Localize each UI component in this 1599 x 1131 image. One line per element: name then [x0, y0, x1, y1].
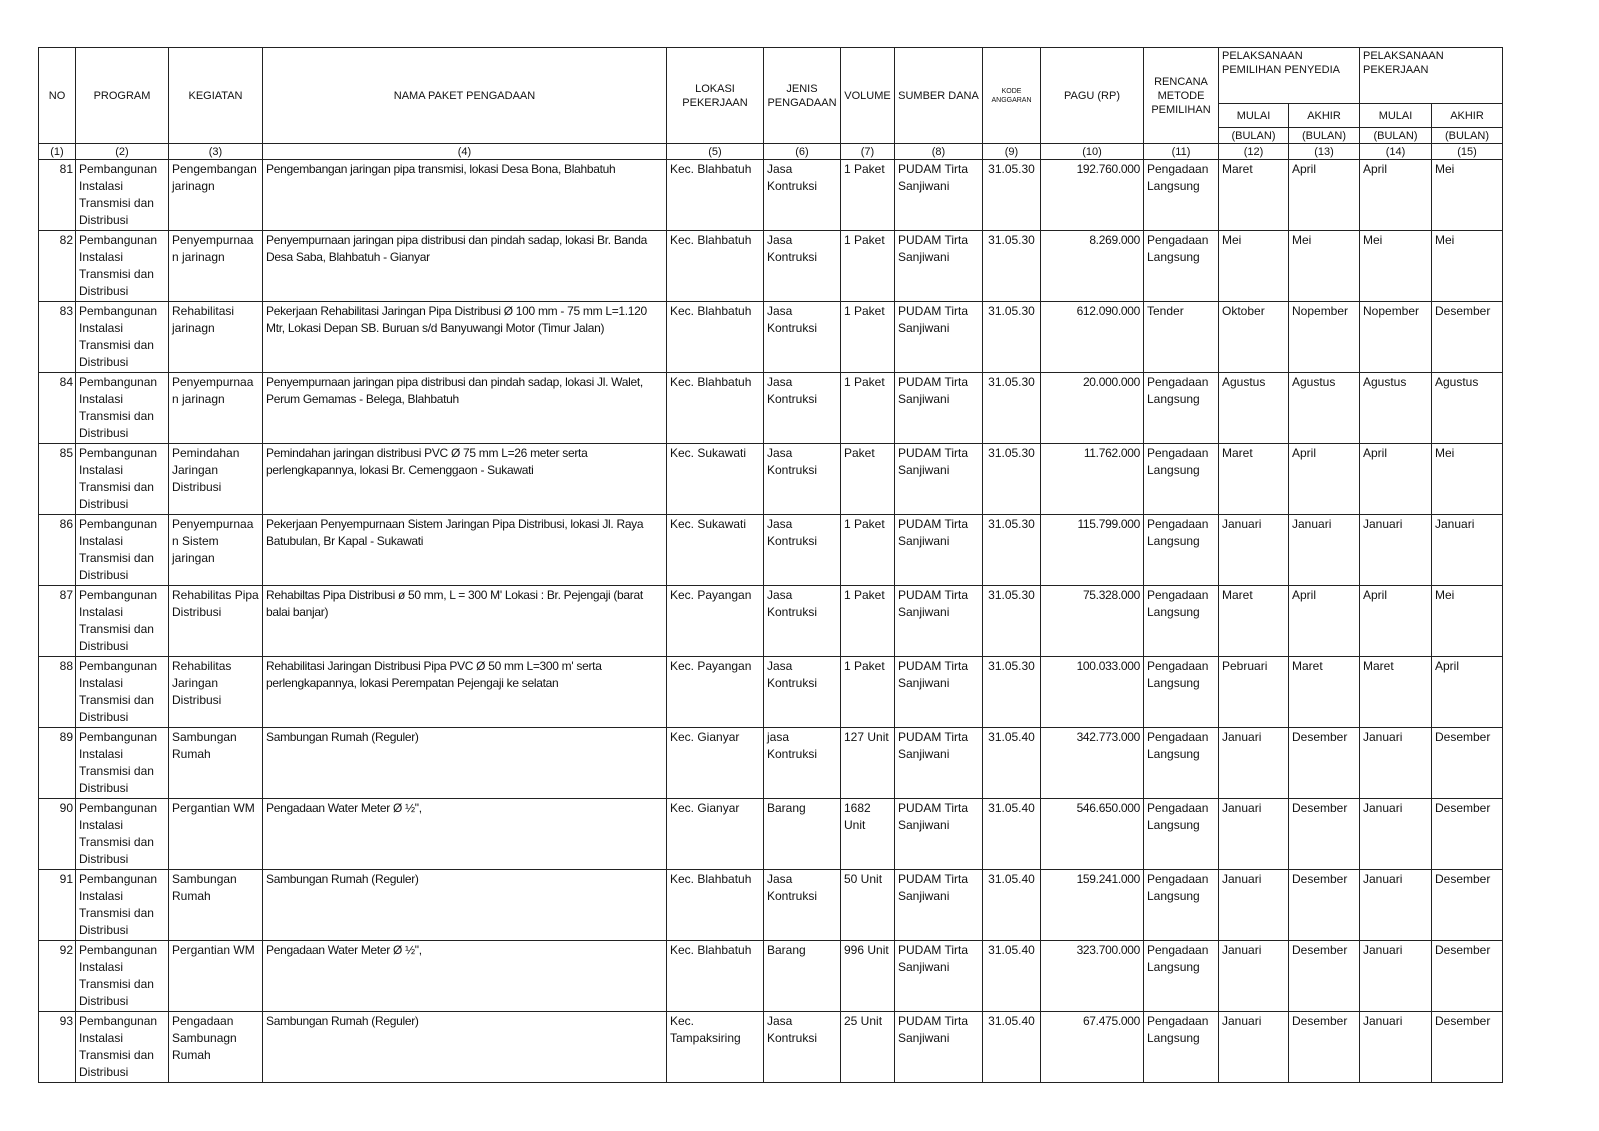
pagu-cell: 11.762.000 [1041, 444, 1144, 515]
pemilihan-mulai-cell: Januari [1219, 1012, 1289, 1083]
jenis-pengadaan-cell: Jasa Kontruksi [764, 373, 841, 444]
header-program: PROGRAM [76, 48, 169, 144]
row-no-cell: 89 [39, 728, 76, 799]
pekerjaan-akhir-cell: Desember [1432, 728, 1503, 799]
pekerjaan-mulai-cell: Januari [1360, 870, 1432, 941]
nama-paket-cell: Pemindahan jaringan distribusi PVC Ø 75 mm L=26 meter serta perlengkapannya, lokasi Br. Cemenggaon - Sukawati [263, 444, 667, 515]
volume-cell: 1 Paket [841, 231, 895, 302]
metode-pemilihan-cell: Pengadaan Langsung [1144, 373, 1219, 444]
pemilihan-mulai-cell: Januari [1219, 941, 1289, 1012]
pemilihan-mulai-cell: Maret [1219, 444, 1289, 515]
kode-anggaran-cell: 31.05.30 [983, 231, 1041, 302]
pemilihan-mulai-cell: Oktober [1219, 302, 1289, 373]
table-row [39, 941, 1503, 1012]
row-no-cell: 82 [39, 231, 76, 302]
program-cell: Pembangunan Instalasi Transmisi dan Distribusi [76, 870, 169, 941]
kegiatan-cell: Sambungan Rumah [169, 728, 263, 799]
pagu-cell: 159.241.000 [1041, 870, 1144, 941]
pemilihan-mulai-cell: Januari [1219, 799, 1289, 870]
header-bulan: (BULAN) [1219, 128, 1289, 144]
jenis-pengadaan-cell: Jasa Kontruksi [764, 515, 841, 586]
sumber-dana-cell: PUDAM Tirta Sanjiwani [895, 799, 983, 870]
jenis-pengadaan-cell: Jasa Kontruksi [764, 1012, 841, 1083]
lokasi-cell: Kec. Blahbatuh [667, 160, 764, 231]
pekerjaan-mulai-cell: Agustus [1360, 373, 1432, 444]
kode-anggaran-cell: 31.05.40 [983, 799, 1041, 870]
row-no-cell: 88 [39, 657, 76, 728]
pekerjaan-akhir-cell: Desember [1432, 870, 1503, 941]
header-pelaksanaan-pekerjaan: PELAKSANAAN PEKERJAAN [1360, 48, 1503, 104]
kegiatan-cell: Pengembangan jarinagn [169, 160, 263, 231]
metode-pemilihan-cell: Pengadaan Langsung [1144, 444, 1219, 515]
kegiatan-cell: Rehabilitas Jaringan Distribusi [169, 657, 263, 728]
jenis-pengadaan-cell: Jasa Kontruksi [764, 302, 841, 373]
sumber-dana-cell: PUDAM Tirta Sanjiwani [895, 586, 983, 657]
header-no: NO [39, 48, 76, 144]
kegiatan-cell: Pemindahan Jaringan Distribusi [169, 444, 263, 515]
jenis-pengadaan-cell: Jasa Kontruksi [764, 586, 841, 657]
sumber-dana-cell: PUDAM Tirta Sanjiwani [895, 373, 983, 444]
table-header [39, 48, 1503, 160]
pagu-cell: 20.000.000 [1041, 373, 1144, 444]
sumber-dana-cell: PUDAM Tirta Sanjiwani [895, 657, 983, 728]
nama-paket-cell: Penyempurnaan jaringan pipa distribusi dan pindah sadap, lokasi Br. Banda Desa Saba, Blahbatuh - Gianyar [263, 231, 667, 302]
row-no-cell: 87 [39, 586, 76, 657]
column-number: (4) [263, 144, 667, 160]
jenis-pengadaan-cell: Barang [764, 799, 841, 870]
pekerjaan-mulai-cell: Mei [1360, 231, 1432, 302]
lokasi-cell: Kec. Tampaksiring [667, 1012, 764, 1083]
sumber-dana-cell: PUDAM Tirta Sanjiwani [895, 870, 983, 941]
lokasi-cell: Kec. Payangan [667, 657, 764, 728]
table-row [39, 657, 1503, 728]
pagu-cell: 8.269.000 [1041, 231, 1144, 302]
volume-cell: 996 Unit [841, 941, 895, 1012]
pekerjaan-akhir-cell: Mei [1432, 231, 1503, 302]
kegiatan-cell: Penyempurnaa n jarinagn [169, 373, 263, 444]
lokasi-cell: Kec. Sukawati [667, 515, 764, 586]
header-rencana-metode: RENCANA METODE PEMILIHAN [1144, 48, 1219, 144]
program-cell: Pembangunan Instalasi Transmisi dan Distribusi [76, 302, 169, 373]
header-pagu: PAGU (RP) [1041, 48, 1144, 144]
header-pemilihan-mulai: MULAI [1219, 104, 1289, 128]
pagu-cell: 342.773.000 [1041, 728, 1144, 799]
kegiatan-cell: Rehabilitas Pipa Distribusi [169, 586, 263, 657]
table-row [39, 870, 1503, 941]
metode-pemilihan-cell: Pengadaan Langsung [1144, 160, 1219, 231]
sumber-dana-cell: PUDAM Tirta Sanjiwani [895, 302, 983, 373]
header-volume: VOLUME [841, 48, 895, 144]
kode-anggaran-cell: 31.05.30 [983, 444, 1041, 515]
kode-anggaran-cell: 31.05.30 [983, 586, 1041, 657]
program-cell: Pembangunan Instalasi Transmisi dan Distribusi [76, 941, 169, 1012]
metode-pemilihan-cell: Pengadaan Langsung [1144, 870, 1219, 941]
volume-cell: 1 Paket [841, 160, 895, 231]
lokasi-cell: Kec. Blahbatuh [667, 302, 764, 373]
header-kode-anggaran: KODE ANGGARAN [983, 48, 1041, 144]
table-row [39, 799, 1503, 870]
metode-pemilihan-cell: Pengadaan Langsung [1144, 941, 1219, 1012]
lokasi-cell: Kec. Blahbatuh [667, 231, 764, 302]
program-cell: Pembangunan Instalasi Transmisi dan Distribusi [76, 657, 169, 728]
nama-paket-cell: Pengembangan jaringan pipa transmisi, lokasi Desa Bona, Blahbatuh [263, 160, 667, 231]
jenis-pengadaan-cell: jasa Kontruksi [764, 728, 841, 799]
nama-paket-cell: Pengadaan Water Meter Ø ½", [263, 799, 667, 870]
nama-paket-cell: Rehabilitasi Jaringan Distribusi Pipa PVC Ø 50 mm L=300 m' serta perlengkapannya, lokasi Perempatan Pejengaji ke selatan [263, 657, 667, 728]
pekerjaan-akhir-cell: Desember [1432, 941, 1503, 1012]
pekerjaan-mulai-cell: April [1360, 586, 1432, 657]
column-number-row [39, 144, 1503, 160]
pemilihan-akhir-cell: Nopember [1289, 302, 1360, 373]
program-cell: Pembangunan Instalasi Transmisi dan Distribusi [76, 160, 169, 231]
lokasi-cell: Kec. Blahbatuh [667, 941, 764, 1012]
metode-pemilihan-cell: Tender [1144, 302, 1219, 373]
pekerjaan-akhir-cell: Desember [1432, 799, 1503, 870]
pekerjaan-mulai-cell: April [1360, 444, 1432, 515]
pekerjaan-mulai-cell: Januari [1360, 515, 1432, 586]
sumber-dana-cell: PUDAM Tirta Sanjiwani [895, 1012, 983, 1083]
row-no-cell: 93 [39, 1012, 76, 1083]
column-number: (10) [1041, 144, 1144, 160]
row-no-cell: 83 [39, 302, 76, 373]
metode-pemilihan-cell: Pengadaan Langsung [1144, 231, 1219, 302]
table-row [39, 515, 1503, 586]
nama-paket-cell: Pekerjaan Penyempurnaan Sistem Jaringan Pipa Distribusi, lokasi Jl. Raya Batubulan, Br Kapal - Sukawati [263, 515, 667, 586]
sumber-dana-cell: PUDAM Tirta Sanjiwani [895, 444, 983, 515]
pemilihan-mulai-cell: Maret [1219, 160, 1289, 231]
header-bulan: (BULAN) [1360, 128, 1432, 144]
program-cell: Pembangunan Instalasi Transmisi dan Distribusi [76, 799, 169, 870]
pemilihan-akhir-cell: Januari [1289, 515, 1360, 586]
pemilihan-akhir-cell: Desember [1289, 728, 1360, 799]
pekerjaan-mulai-cell: April [1360, 160, 1432, 231]
header-nama-paket: NAMA PAKET PENGADAAN [263, 48, 667, 144]
program-cell: Pembangunan Instalasi Transmisi dan Distribusi [76, 515, 169, 586]
lokasi-cell: Kec. Blahbatuh [667, 870, 764, 941]
table-row [39, 373, 1503, 444]
metode-pemilihan-cell: Pengadaan Langsung [1144, 657, 1219, 728]
pagu-cell: 323.700.000 [1041, 941, 1144, 1012]
kode-anggaran-cell: 31.05.30 [983, 373, 1041, 444]
nama-paket-cell: Sambungan Rumah (Reguler) [263, 1012, 667, 1083]
pekerjaan-akhir-cell: Mei [1432, 586, 1503, 657]
pagu-cell: 115.799.000 [1041, 515, 1144, 586]
kode-anggaran-cell: 31.05.40 [983, 870, 1041, 941]
lokasi-cell: Kec. Payangan [667, 586, 764, 657]
jenis-pengadaan-cell: Barang [764, 941, 841, 1012]
jenis-pengadaan-cell: Jasa Kontruksi [764, 160, 841, 231]
jenis-pengadaan-cell: Jasa Kontruksi [764, 870, 841, 941]
pagu-cell: 67.475.000 [1041, 1012, 1144, 1083]
procurement-sheet [38, 47, 1503, 1083]
pemilihan-mulai-cell: Maret [1219, 586, 1289, 657]
column-number: (14) [1360, 144, 1432, 160]
pemilihan-akhir-cell: Agustus [1289, 373, 1360, 444]
sumber-dana-cell: PUDAM Tirta Sanjiwani [895, 160, 983, 231]
nama-paket-cell: Penyempurnaan jaringan pipa distribusi dan pindah sadap, lokasi Jl. Walet, Perum Gemamas - Belega, Blahbatuh [263, 373, 667, 444]
metode-pemilihan-cell: Pengadaan Langsung [1144, 799, 1219, 870]
kode-anggaran-cell: 31.05.40 [983, 1012, 1041, 1083]
kegiatan-cell: Penyempurnaa n jarinagn [169, 231, 263, 302]
nama-paket-cell: Rehabiltas Pipa Distribusi ø 50 mm, L = 300 M' Lokasi : Br. Pejengaji (barat balai banjar) [263, 586, 667, 657]
pemilihan-akhir-cell: April [1289, 586, 1360, 657]
volume-cell: 1 Paket [841, 373, 895, 444]
pemilihan-akhir-cell: Maret [1289, 657, 1360, 728]
header-jenis: JENIS PENGADAAN [764, 48, 841, 144]
kegiatan-cell: Pergantian WM [169, 799, 263, 870]
pekerjaan-akhir-cell: Mei [1432, 160, 1503, 231]
sumber-dana-cell: PUDAM Tirta Sanjiwani [895, 728, 983, 799]
kode-anggaran-cell: 31.05.30 [983, 302, 1041, 373]
header-bulan: (BULAN) [1432, 128, 1503, 144]
kegiatan-cell: Penyempurnaa n Sistem jaringan [169, 515, 263, 586]
header-lokasi: LOKASI PEKERJAAN [667, 48, 764, 144]
header-pelaksanaan-pemilihan: PELAKSANAAN PEMILIHAN PENYEDIA [1219, 48, 1360, 104]
pagu-cell: 75.328.000 [1041, 586, 1144, 657]
column-number: (6) [764, 144, 841, 160]
column-number: (5) [667, 144, 764, 160]
row-no-cell: 90 [39, 799, 76, 870]
pekerjaan-akhir-cell: Desember [1432, 302, 1503, 373]
jenis-pengadaan-cell: Jasa Kontruksi [764, 444, 841, 515]
lokasi-cell: Kec. Gianyar [667, 799, 764, 870]
table-row [39, 444, 1503, 515]
pemilihan-akhir-cell: April [1289, 160, 1360, 231]
header-bulan: (BULAN) [1289, 128, 1360, 144]
sumber-dana-cell: PUDAM Tirta Sanjiwani [895, 515, 983, 586]
kode-anggaran-cell: 31.05.40 [983, 941, 1041, 1012]
volume-cell: 1 Paket [841, 302, 895, 373]
header-pemilihan-akhir: AKHIR [1289, 104, 1360, 128]
program-cell: Pembangunan Instalasi Transmisi dan Distribusi [76, 1012, 169, 1083]
table-row [39, 160, 1503, 231]
pemilihan-mulai-cell: Agustus [1219, 373, 1289, 444]
nama-paket-cell: Sambungan Rumah (Reguler) [263, 728, 667, 799]
header-sumber-dana: SUMBER DANA [895, 48, 983, 144]
nama-paket-cell: Pekerjaan Rehabilitasi Jaringan Pipa Distribusi Ø 100 mm - 75 mm L=1.120 Mtr, Lokasi Depan SB. Buruan s/d Banyuwangi Motor (Timur Jalan) [263, 302, 667, 373]
row-no-cell: 84 [39, 373, 76, 444]
metode-pemilihan-cell: Pengadaan Langsung [1144, 1012, 1219, 1083]
kegiatan-cell: Pengadaan Sambunagn Rumah [169, 1012, 263, 1083]
pekerjaan-mulai-cell: Januari [1360, 1012, 1432, 1083]
lokasi-cell: Kec. Blahbatuh [667, 373, 764, 444]
jenis-pengadaan-cell: Jasa Kontruksi [764, 231, 841, 302]
column-number: (15) [1432, 144, 1503, 160]
pemilihan-akhir-cell: Mei [1289, 231, 1360, 302]
program-cell: Pembangunan Instalasi Transmisi dan Distribusi [76, 728, 169, 799]
column-number: (12) [1219, 144, 1289, 160]
pemilihan-mulai-cell: Januari [1219, 515, 1289, 586]
volume-cell: 50 Unit [841, 870, 895, 941]
lokasi-cell: Kec. Gianyar [667, 728, 764, 799]
kode-anggaran-cell: 31.05.30 [983, 515, 1041, 586]
kegiatan-cell: Rehabilitasi jarinagn [169, 302, 263, 373]
pemilihan-akhir-cell: April [1289, 444, 1360, 515]
header-kegiatan: KEGIATAN [169, 48, 263, 144]
pekerjaan-mulai-cell: Maret [1360, 657, 1432, 728]
pekerjaan-akhir-cell: Agustus [1432, 373, 1503, 444]
pagu-cell: 192.760.000 [1041, 160, 1144, 231]
pekerjaan-akhir-cell: Desember [1432, 1012, 1503, 1083]
pemilihan-akhir-cell: Desember [1289, 941, 1360, 1012]
procurement-table [38, 47, 1503, 1083]
nama-paket-cell: Sambungan Rumah (Reguler) [263, 870, 667, 941]
lokasi-cell: Kec. Sukawati [667, 444, 764, 515]
kegiatan-cell: Pergantian WM [169, 941, 263, 1012]
kode-anggaran-cell: 31.05.30 [983, 657, 1041, 728]
kode-anggaran-cell: 31.05.30 [983, 160, 1041, 231]
sumber-dana-cell: PUDAM Tirta Sanjiwani [895, 231, 983, 302]
metode-pemilihan-cell: Pengadaan Langsung [1144, 515, 1219, 586]
column-number: (1) [39, 144, 76, 160]
column-number: (9) [983, 144, 1041, 160]
table-row [39, 586, 1503, 657]
kegiatan-cell: Sambungan Rumah [169, 870, 263, 941]
volume-cell: 1 Paket [841, 586, 895, 657]
pagu-cell: 100.033.000 [1041, 657, 1144, 728]
pekerjaan-akhir-cell: Januari [1432, 515, 1503, 586]
jenis-pengadaan-cell: Jasa Kontruksi [764, 657, 841, 728]
table-row [39, 231, 1503, 302]
table-row [39, 302, 1503, 373]
row-no-cell: 92 [39, 941, 76, 1012]
pemilihan-akhir-cell: Desember [1289, 870, 1360, 941]
nama-paket-cell: Pengadaan Water Meter Ø ½", [263, 941, 667, 1012]
column-number: (8) [895, 144, 983, 160]
table-row [39, 1012, 1503, 1083]
pekerjaan-mulai-cell: Januari [1360, 799, 1432, 870]
metode-pemilihan-cell: Pengadaan Langsung [1144, 728, 1219, 799]
sumber-dana-cell: PUDAM Tirta Sanjiwani [895, 941, 983, 1012]
volume-cell: 1 Paket [841, 515, 895, 586]
volume-cell: 1 Paket [841, 657, 895, 728]
table-row [39, 728, 1503, 799]
row-no-cell: 86 [39, 515, 76, 586]
header-pekerjaan-akhir: AKHIR [1432, 104, 1503, 128]
pemilihan-mulai-cell: Pebruari [1219, 657, 1289, 728]
volume-cell: 127 Unit [841, 728, 895, 799]
pagu-cell: 612.090.000 [1041, 302, 1144, 373]
pemilihan-mulai-cell: Januari [1219, 728, 1289, 799]
metode-pemilihan-cell: Pengadaan Langsung [1144, 586, 1219, 657]
pagu-cell: 546.650.000 [1041, 799, 1144, 870]
row-no-cell: 91 [39, 870, 76, 941]
volume-cell: Paket [841, 444, 895, 515]
column-number: (13) [1289, 144, 1360, 160]
pemilihan-akhir-cell: Desember [1289, 1012, 1360, 1083]
program-cell: Pembangunan Instalasi Transmisi dan Distribusi [76, 586, 169, 657]
row-no-cell: 81 [39, 160, 76, 231]
row-no-cell: 85 [39, 444, 76, 515]
program-cell: Pembangunan Instalasi Transmisi dan Distribusi [76, 231, 169, 302]
column-number: (11) [1144, 144, 1219, 160]
pekerjaan-mulai-cell: Januari [1360, 728, 1432, 799]
program-cell: Pembangunan Instalasi Transmisi dan Distribusi [76, 373, 169, 444]
pemilihan-akhir-cell: Desember [1289, 799, 1360, 870]
column-number: (2) [76, 144, 169, 160]
kode-anggaran-cell: 31.05.40 [983, 728, 1041, 799]
volume-cell: 1682 Unit [841, 799, 895, 870]
pekerjaan-akhir-cell: Mei [1432, 444, 1503, 515]
program-cell: Pembangunan Instalasi Transmisi dan Distribusi [76, 444, 169, 515]
column-number: (7) [841, 144, 895, 160]
pemilihan-mulai-cell: Januari [1219, 870, 1289, 941]
pekerjaan-mulai-cell: Nopember [1360, 302, 1432, 373]
pekerjaan-akhir-cell: April [1432, 657, 1503, 728]
pemilihan-mulai-cell: Mei [1219, 231, 1289, 302]
pekerjaan-mulai-cell: Januari [1360, 941, 1432, 1012]
column-number: (3) [169, 144, 263, 160]
header-pekerjaan-mulai: MULAI [1360, 104, 1432, 128]
table-body [39, 160, 1503, 1083]
volume-cell: 25 Unit [841, 1012, 895, 1083]
